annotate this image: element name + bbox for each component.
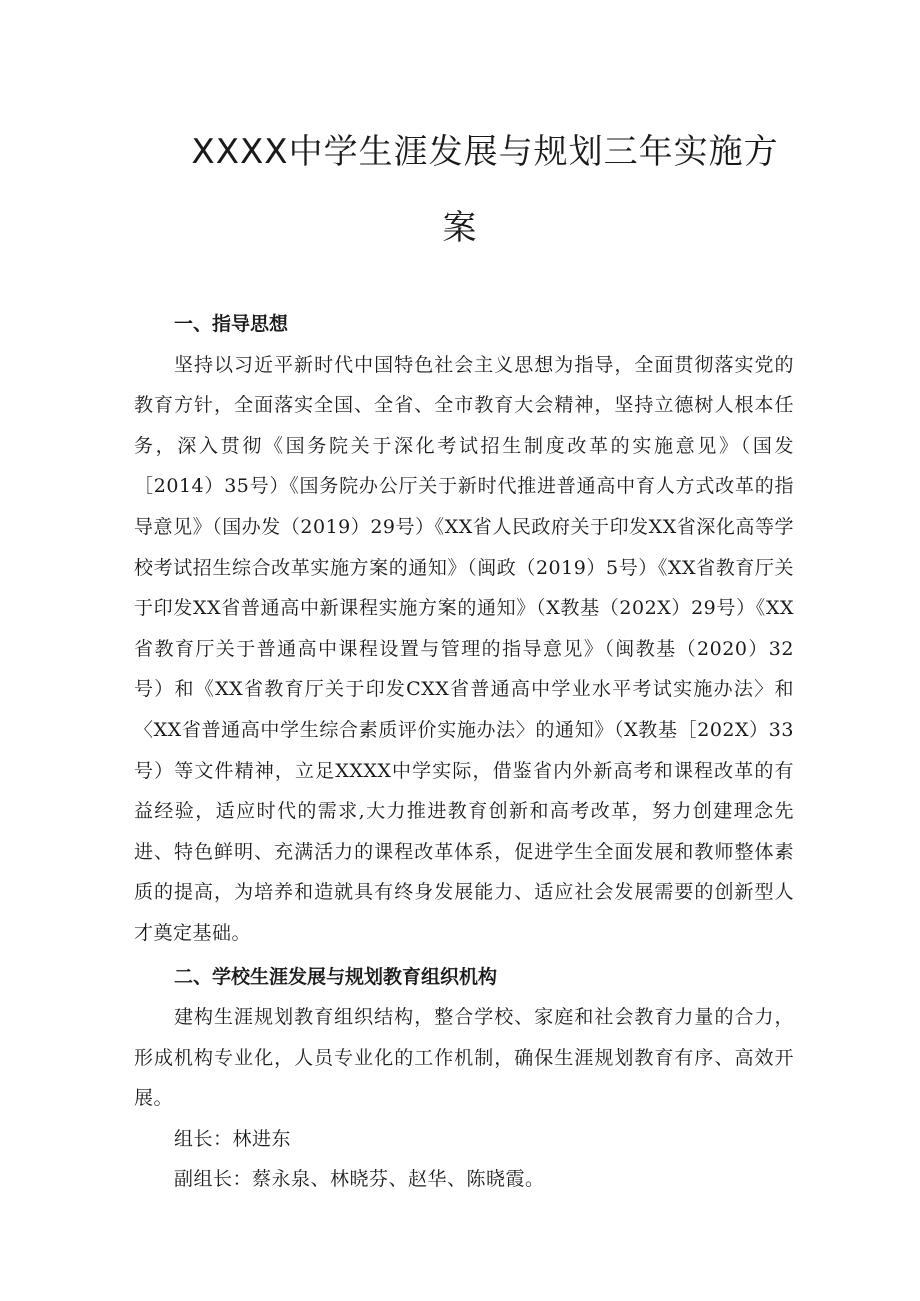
group-leader: 组长：林进东 bbox=[174, 1127, 292, 1150]
document-body bbox=[134, 304, 794, 1200]
section-paragraph-organization: 建构生涯规划教育组织结构，整合学校、家庭和社会教育力量的合力，形成机构专业化，人员专业化的工作机制，确保生涯规划教育有序、高效开展。 bbox=[134, 1006, 794, 1110]
document-title-line-2: 案 bbox=[442, 208, 478, 248]
document-title-line-1: XXXX中学生涯发展与规划三年实施方 bbox=[191, 132, 779, 172]
section-paragraph-guiding-ideology: 坚持以习近平新时代中国特色社会主义思想为指导，全面贯彻落实党的教育方针，全面落实全国、全省、全市教育大会精神，坚持立德树人根本任务，深入贯彻《国务院关于深化考试招生制度改革的实施意见》（国发［2014）35号）《国务院办公厅关于新时代推进普通高中育人方式改革的指导意见》（国办发（2019）29号）《XX省人民政府关于印发XX省深化高等学校考试招生综合改革实施方案的通知》（闽政（2019）5号）《XX省教育厅关于印发XX省普通高中新课程实施方案的通知》（X教基（202X）29号）《XX省教育厅关于普通高中课程设置与管理的指导意见》（闽教基（2020）32号）和《XX省教育厅关于印发CXX省普通高中学业水平考试实施办法〉和〈XX省普通高中学生综合素质评价实施办法〉的通知》（X教基［202X）33号）等文件精神，立足XXXX中学实际，借鉴省内外新高考和课程改革的有益经验，适应时代的需求,大力推进教育创新和高考改革，努力创建理念先进、特色鲜明、充满活力的课程改革体系，促进学生全面发展和教师整体素质的提高，为培养和造就具有终身发展能力、适应社会发展需要的创新型人才奠定基础。 bbox=[134, 353, 794, 944]
deputy-group-leaders: 副组长：蔡永泉、林晓芬、赵华、陈晓霞。 bbox=[174, 1168, 545, 1191]
section-heading-organization: 二、学校生涯发展与规划教育组织机构 bbox=[174, 965, 498, 988]
section-heading-guiding-ideology: 一、指导思想 bbox=[174, 313, 289, 335]
